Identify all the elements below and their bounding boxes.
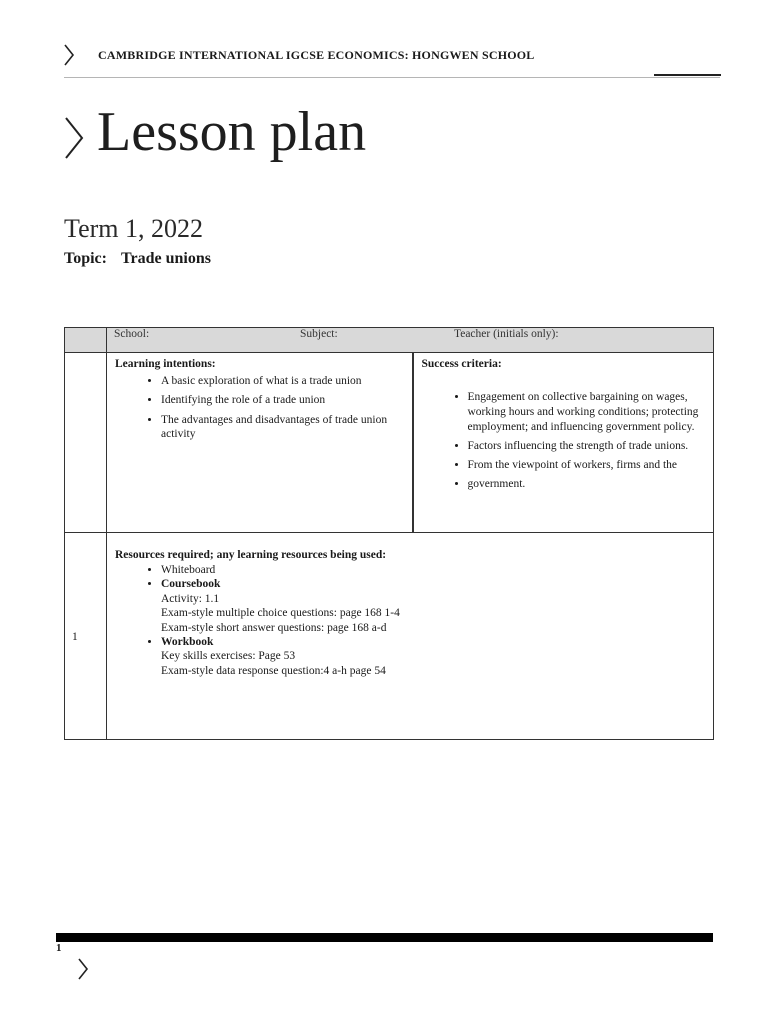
learning-intentions-cell xyxy=(107,353,413,533)
topic-value: Trade unions xyxy=(120,250,211,267)
table-row xyxy=(65,353,714,533)
coursebook-line: Activity: 1.1 xyxy=(161,592,220,605)
success-criteria-heading: Success criteria: xyxy=(421,358,502,370)
list-item: • government. xyxy=(468,477,706,492)
list-item: • Factors influencing the strength of trade unions. xyxy=(468,439,706,454)
list-item xyxy=(161,577,705,635)
list-item xyxy=(161,635,705,678)
topic-line xyxy=(64,250,211,268)
row-number-cell: 1 xyxy=(65,533,107,740)
workbook-line: Exam-style data response question:4 a-h page 54 xyxy=(161,664,386,677)
list-item: • Engagement on collective bargaining on wages, working hours and working conditions; protecting employment; and influencing government policy. xyxy=(468,390,706,435)
success-criteria-cell xyxy=(413,353,714,533)
list-item: • From the viewpoint of workers, firms and the xyxy=(468,458,706,473)
workbook-label: • Workbook xyxy=(161,635,214,648)
header-rule-accent xyxy=(654,74,721,76)
list-item: • A basic exploration of what is a trade union xyxy=(161,374,404,388)
list-item: • The advantages and disadvantages of trade union activity xyxy=(161,413,404,442)
coursebook-line: Exam-style multiple choice questions: page 168 1-4 xyxy=(161,607,400,620)
lesson-plan-table xyxy=(64,327,714,740)
success-criteria-list xyxy=(422,390,706,492)
chevron-right-icon xyxy=(63,116,85,160)
school-field-label: School: xyxy=(114,328,150,340)
list-item: • Identifying the role of a trade union xyxy=(161,393,404,407)
learning-intentions-list xyxy=(115,374,404,442)
coursebook-line: Exam-style short answer questions: page 168 a-d xyxy=(161,621,387,634)
resources-list xyxy=(115,563,705,678)
table-header-row xyxy=(65,328,714,353)
page-title: Lesson plan xyxy=(97,101,367,163)
resources-cell xyxy=(107,533,714,740)
header-blank-cell xyxy=(65,328,107,353)
table-row xyxy=(65,533,714,740)
page-number: 1 xyxy=(56,942,62,954)
footer-rule xyxy=(56,933,713,942)
resources-heading: Resources required; any learning resources being used: xyxy=(115,549,387,561)
header-school-line: CAMBRIDGE INTERNATIONAL IGCSE ECONOMICS: HONGWEN SCHOOL xyxy=(98,48,535,62)
chevron-right-icon xyxy=(63,44,75,66)
teacher-field-label: Teacher (initials only): xyxy=(454,328,559,340)
list-item: • Whiteboard xyxy=(161,563,705,577)
workbook-line: Key skills exercises: Page 53 xyxy=(161,650,296,663)
learning-intentions-heading: Learning intentions: xyxy=(115,358,216,370)
term-label: Term 1, 2022 xyxy=(64,214,203,243)
header-rule xyxy=(64,77,720,78)
topic-label: Topic: xyxy=(64,250,107,267)
subject-field-label: Subject: xyxy=(300,328,338,340)
row-number-cell xyxy=(65,353,107,533)
header-cell xyxy=(107,328,714,353)
chevron-right-icon xyxy=(77,958,89,980)
coursebook-label: • Coursebook xyxy=(161,578,221,591)
